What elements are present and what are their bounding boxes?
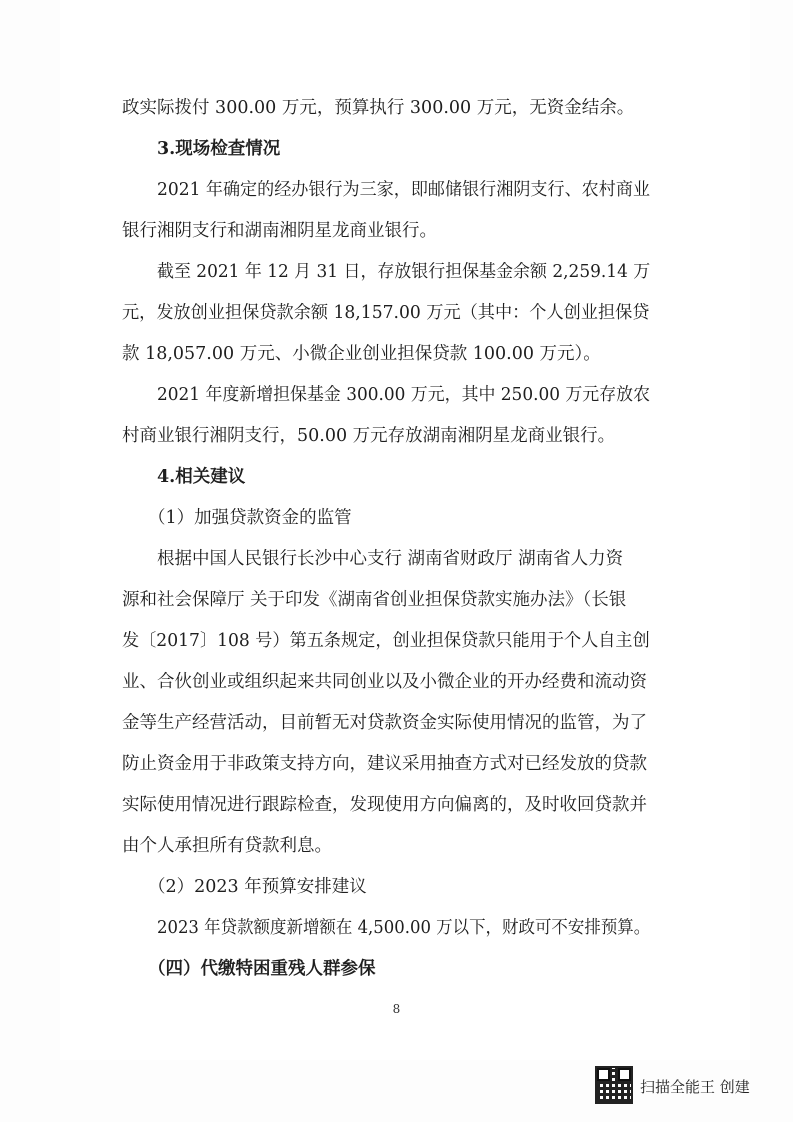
text-line-5: 截至 2021 年 12 月 31 日，存放银行担保基金余额 2,259.14 万	[157, 262, 651, 282]
subheading-loan-supervision: （1）加强贷款资金的监管	[148, 508, 352, 528]
section-heading-site-inspection: 3.现场检查情况	[157, 139, 281, 159]
text-line-6: 元，发放创业担保贷款余额 18,157.00 万元（其中：个人创业担保贷	[122, 303, 650, 323]
text-line-16: 金等生产经营活动，目前暂无对贷款资金实际使用情况的监管，为了	[122, 713, 647, 733]
text-line-12: 根据中国人民银行长沙中心支行 湖南省财政厅 湖南省人力资	[157, 549, 624, 569]
section-heading-recommendations: 4.相关建议	[157, 467, 246, 487]
text-line-9: 村商业银行湘阴支行，50.00 万元存放湖南湘阴星龙商业银行。	[122, 426, 616, 446]
text-line-8: 2021 年度新增担保基金 300.00 万元，其中 250.00 万元存放农	[157, 385, 651, 405]
section-heading-special-hardship: （四）代缴特困重残人群参保	[148, 959, 376, 979]
text-line-1: 政实际拨付 300.00 万元，预算执行 300.00 万元，无资金结余。	[122, 98, 635, 118]
text-line-14: 发〔2017〕108 号）第五条规定，创业担保贷款只能用于个人自主创	[122, 631, 650, 651]
text-line-13: 源和社会保障厅 关于印发《湖南省创业担保贷款实施办法》（长银	[122, 590, 627, 610]
text-line-3: 2021 年确定的经办银行为三家，即邮储银行湘阴支行、农村商业	[157, 180, 650, 200]
text-line-21: 2023 年贷款额度新增额在 4,500.00 万以下，财政可不安排预算。	[157, 918, 651, 938]
page-number: 8	[392, 1002, 401, 1016]
text-line-18: 实际使用情况进行跟踪检查，发现使用方向偏离的，及时收回贷款并	[122, 795, 647, 815]
text-line-19: 由个人承担所有贷款利息。	[122, 836, 332, 856]
subheading-2023-budget: （2）2023 年预算安排建议	[148, 877, 367, 897]
text-line-15: 业、合伙创业或组织起来共同创业以及小微企业的开办经费和流动资	[122, 672, 647, 692]
text-line-4: 银行湘阴支行和湖南湘阴星龙商业银行。	[122, 221, 437, 241]
qr-code-icon	[597, 1068, 631, 1102]
text-line-7: 款 18,057.00 万元、小微企业创业担保贷款 100.00 万元）。	[122, 344, 601, 364]
scanner-watermark: 扫描全能王 创建	[640, 1078, 750, 1096]
text-line-17: 防止资金用于非政策支持方向，建议采用抽查方式对已经发放的贷款	[122, 754, 647, 774]
